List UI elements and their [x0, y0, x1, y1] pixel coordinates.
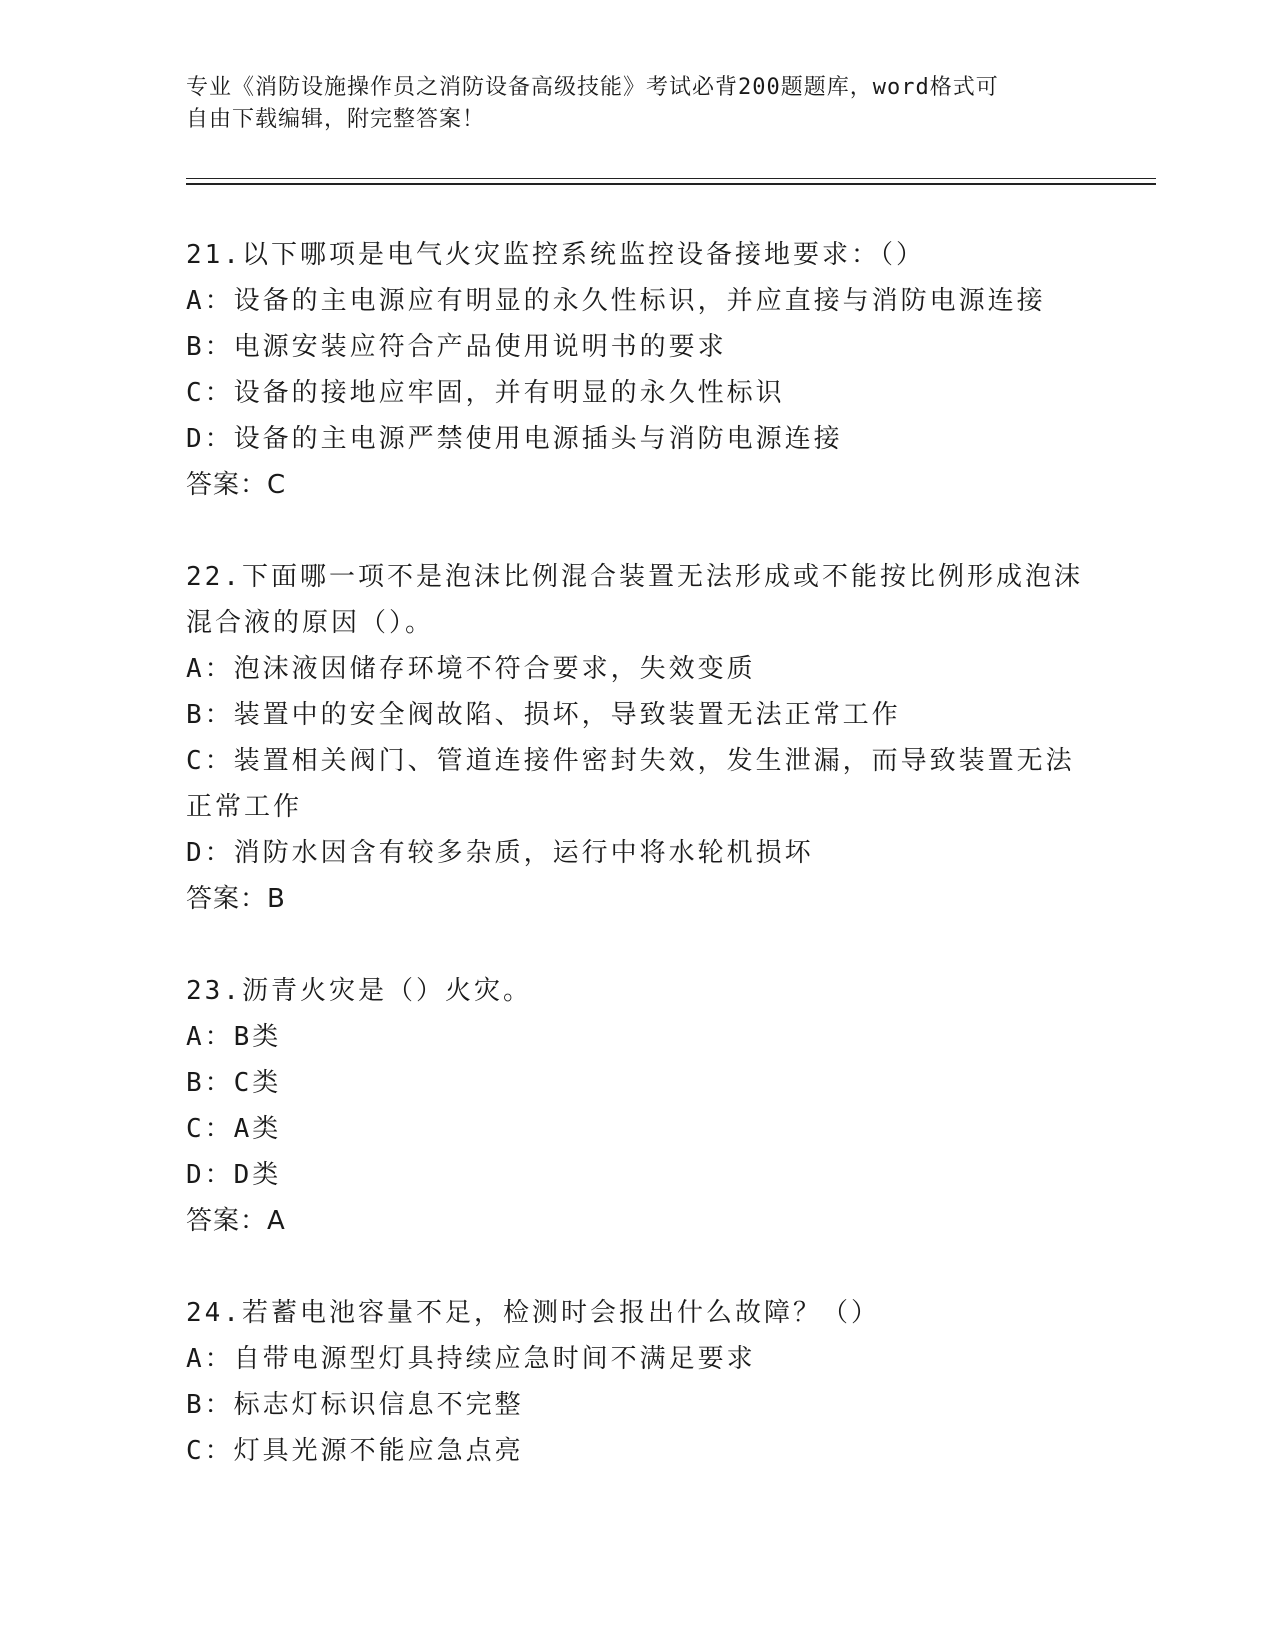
option-text: C：灯具光源不能应急点亮: [186, 1436, 524, 1466]
option-text: C：A类: [186, 1114, 282, 1144]
option-text: C：装置相关阀门、管道连接件密封失效，发生泄漏，而导致装置无法: [186, 746, 1075, 776]
option-text: A：B类: [186, 1022, 282, 1052]
option-text: A：设备的主电源应有明显的永久性标识，并应直接与消防电源连接: [186, 286, 1046, 316]
option-text: D：D类: [186, 1160, 282, 1190]
answer-text: 答案：A: [186, 1206, 286, 1236]
question-block: [186, 232, 1086, 508]
question-text: 24.若蓄电池容量不足，检测时会报出什么故障？（）: [186, 1298, 880, 1328]
question-text: 23.沥青火灾是（）火灾。: [186, 976, 532, 1006]
option-text: B：C类: [186, 1068, 282, 1098]
header-line-2: 自由下载编辑，附完整答案！: [186, 107, 486, 132]
option-text: B：装置中的安全阀故陷、损坏，导致装置无法正常工作: [186, 700, 901, 730]
option-text: A：自带电源型灯具持续应急时间不满足要求: [186, 1344, 756, 1374]
option-text: D：消防水因含有较多杂质，运行中将水轮机损坏: [186, 838, 814, 868]
answer-text: 答案：C: [186, 470, 287, 500]
header-divider-thin: [186, 178, 1156, 179]
question-text: 22.下面哪一项不是泡沫比例混合装置无法形成或不能按比例形成泡沫: [186, 562, 1083, 592]
question-text: 混合液的原因（）。: [186, 608, 435, 638]
question-text: 21.以下哪项是电气火灾监控系统监控设备接地要求：（）: [186, 240, 925, 270]
header-divider-thick: [186, 183, 1156, 185]
header-line-1: 专业《消防设施操作员之消防设备高级技能》考试必背200题题库，word格式可: [186, 75, 999, 100]
option-text: B：电源安装应符合产品使用说明书的要求: [186, 332, 727, 362]
option-text: 正常工作: [186, 792, 303, 822]
question-block: [186, 968, 1086, 1244]
question-block: [186, 1290, 1086, 1474]
question-list: [186, 232, 1086, 1520]
option-text: C：设备的接地应牢固，并有明显的永久性标识: [186, 378, 785, 408]
question-block: [186, 554, 1086, 922]
option-text: B：标志灯标识信息不完整: [186, 1390, 524, 1420]
document-header: [186, 72, 1066, 136]
option-text: A：泡沫液因储存环境不符合要求，失效变质: [186, 654, 756, 684]
option-text: D：设备的主电源严禁使用电源插头与消防电源连接: [186, 424, 843, 454]
answer-text: 答案：B: [186, 884, 286, 914]
